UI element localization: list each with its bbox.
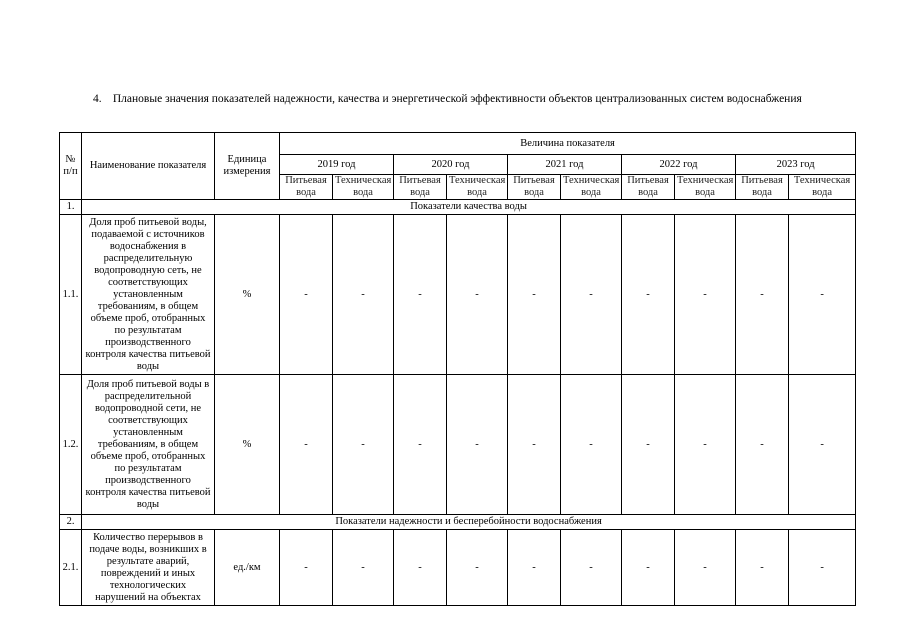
table-row — [60, 375, 856, 515]
value-cell: - — [736, 375, 789, 515]
subheader-technical: Техническая вода — [447, 175, 508, 200]
year-header: 2019 год — [280, 155, 394, 175]
section-title: Показатели качества воды — [82, 200, 856, 215]
value-cell: - — [280, 215, 333, 375]
subheader-drinking: Питьевая вода — [508, 175, 561, 200]
col-num-header: № п/п — [60, 133, 82, 200]
row-indicator-name: Доля проб питьевой воды, подаваемой с источников водоснабжения в распределительную водопроводную сеть, не соответствующих установленным требованиям, в общем объеме проб, отобранных по результатам производственного контроля качества питьевой воды — [82, 215, 215, 375]
row-unit: ед./км — [215, 530, 280, 606]
year-header: 2020 год — [394, 155, 508, 175]
subheader-drinking: Питьевая вода — [736, 175, 789, 200]
value-cell: - — [736, 530, 789, 606]
subheader-technical: Техническая вода — [675, 175, 736, 200]
subheader-technical: Техническая вода — [789, 175, 856, 200]
section-heading — [93, 92, 845, 106]
subheader-technical: Техническая вода — [333, 175, 394, 200]
value-cell: - — [789, 375, 856, 515]
header-row-1 — [60, 133, 856, 155]
subheader-drinking: Питьевая вода — [280, 175, 333, 200]
value-cell: - — [447, 215, 508, 375]
table-row — [60, 530, 856, 606]
value-cell: - — [622, 530, 675, 606]
year-header: 2023 год — [736, 155, 856, 175]
value-cell: - — [447, 375, 508, 515]
subheader-drinking: Питьевая вода — [622, 175, 675, 200]
value-cell: - — [333, 530, 394, 606]
row-unit: % — [215, 215, 280, 375]
col-unit-header: Единица измерения — [215, 133, 280, 200]
value-cell: - — [280, 375, 333, 515]
section-title: Показатели надежности и бесперебойности водоснабжения — [82, 515, 856, 530]
value-cell: - — [561, 215, 622, 375]
value-cell: - — [394, 530, 447, 606]
year-header: 2022 год — [622, 155, 736, 175]
value-cell: - — [447, 530, 508, 606]
value-cell: - — [280, 530, 333, 606]
col-name-header: Наименование показателя — [82, 133, 215, 200]
row-number: 1.2. — [60, 375, 82, 515]
value-cell: - — [333, 215, 394, 375]
subheader-drinking: Питьевая вода — [394, 175, 447, 200]
section-row — [60, 515, 856, 530]
col-value-header: Величина показателя — [280, 133, 856, 155]
row-number: 2.1. — [60, 530, 82, 606]
indicators-table — [59, 132, 856, 606]
section-row — [60, 200, 856, 215]
value-cell: - — [789, 530, 856, 606]
row-indicator-name: Доля проб питьевой воды в распределительной водопроводной сети, не соответствующих установленным требованиям, в общем объеме проб, отобранных по результатам производственного контроля качества питьевой воды — [82, 375, 215, 515]
value-cell: - — [622, 215, 675, 375]
subheader-technical: Техническая вода — [561, 175, 622, 200]
value-cell: - — [675, 530, 736, 606]
value-cell: - — [675, 375, 736, 515]
row-unit: % — [215, 375, 280, 515]
section-number: 1. — [60, 200, 82, 215]
value-cell: - — [736, 215, 789, 375]
row-indicator-name: Количество перерывов в подаче воды, возникших в результате аварий, повреждений и иных технологических нарушений на объектах — [82, 530, 215, 606]
year-header: 2021 год — [508, 155, 622, 175]
heading-number: 4. — [93, 93, 102, 105]
row-number: 1.1. — [60, 215, 82, 375]
value-cell: - — [394, 215, 447, 375]
value-cell: - — [508, 215, 561, 375]
value-cell: - — [333, 375, 394, 515]
heading-text: Плановые значения показателей надежности, качества и энергетической эффективности объектов централизованных систем водоснабжения — [112, 93, 802, 105]
value-cell: - — [394, 375, 447, 515]
section-number: 2. — [60, 515, 82, 530]
table-row — [60, 215, 856, 375]
value-cell: - — [508, 375, 561, 515]
value-cell: - — [561, 530, 622, 606]
value-cell: - — [789, 215, 856, 375]
value-cell: - — [561, 375, 622, 515]
value-cell: - — [675, 215, 736, 375]
value-cell: - — [622, 375, 675, 515]
value-cell: - — [508, 530, 561, 606]
